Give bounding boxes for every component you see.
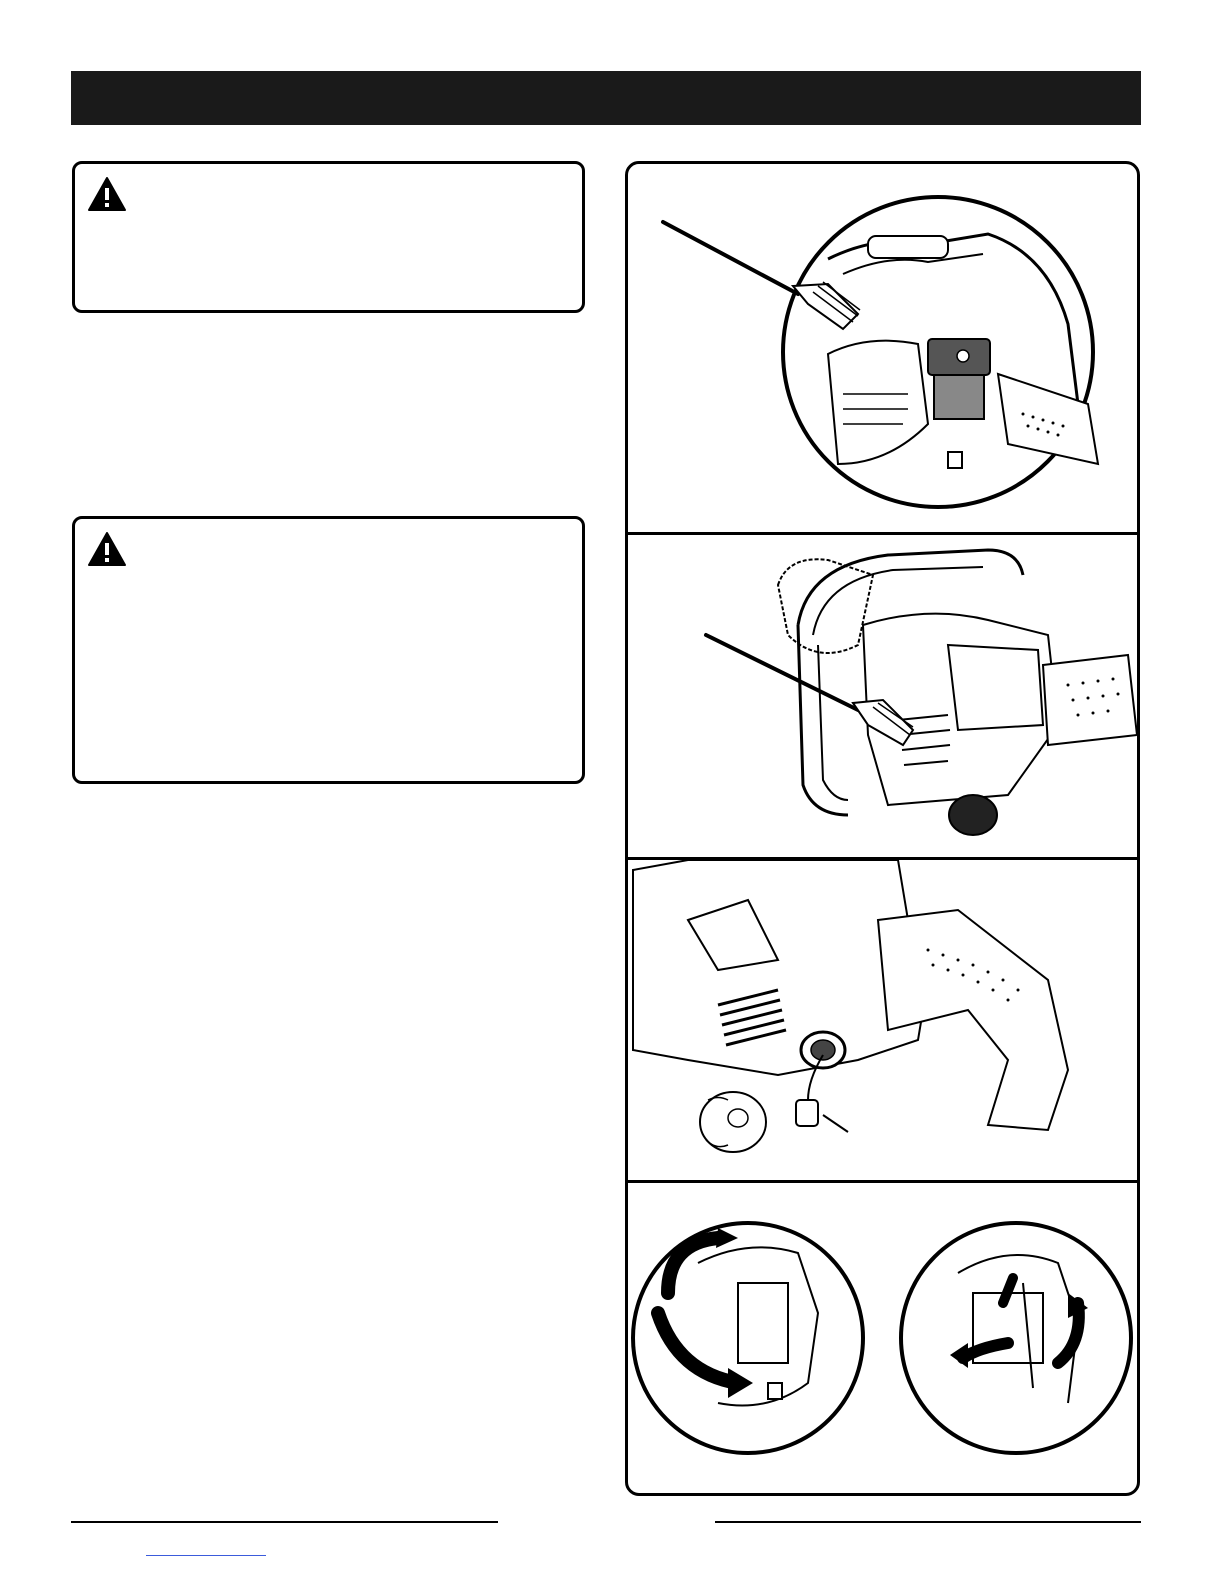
brush-closeup-illustration	[628, 164, 1137, 532]
figure-brush-closeup	[628, 164, 1137, 532]
warning-box-2	[72, 516, 585, 784]
fuel-filter-illustration	[628, 860, 1137, 1180]
adjustment-arrows-illustration	[628, 1183, 1137, 1493]
figure-panel	[625, 161, 1140, 1496]
footer-rule-left	[71, 1521, 498, 1523]
link-underline[interactable]	[146, 1555, 266, 1556]
brush-cylinder-illustration	[628, 535, 1137, 857]
warning-triangle-icon	[87, 531, 127, 567]
warning-box-1	[72, 161, 585, 313]
figure-brush-cylinder	[628, 535, 1137, 857]
warning-triangle-icon	[87, 176, 127, 212]
footer-rule-right	[715, 1521, 1141, 1523]
section-header-bar	[71, 71, 1141, 125]
figure-fuel-filter	[628, 860, 1137, 1180]
figure-adjustment-arrows	[628, 1183, 1137, 1493]
